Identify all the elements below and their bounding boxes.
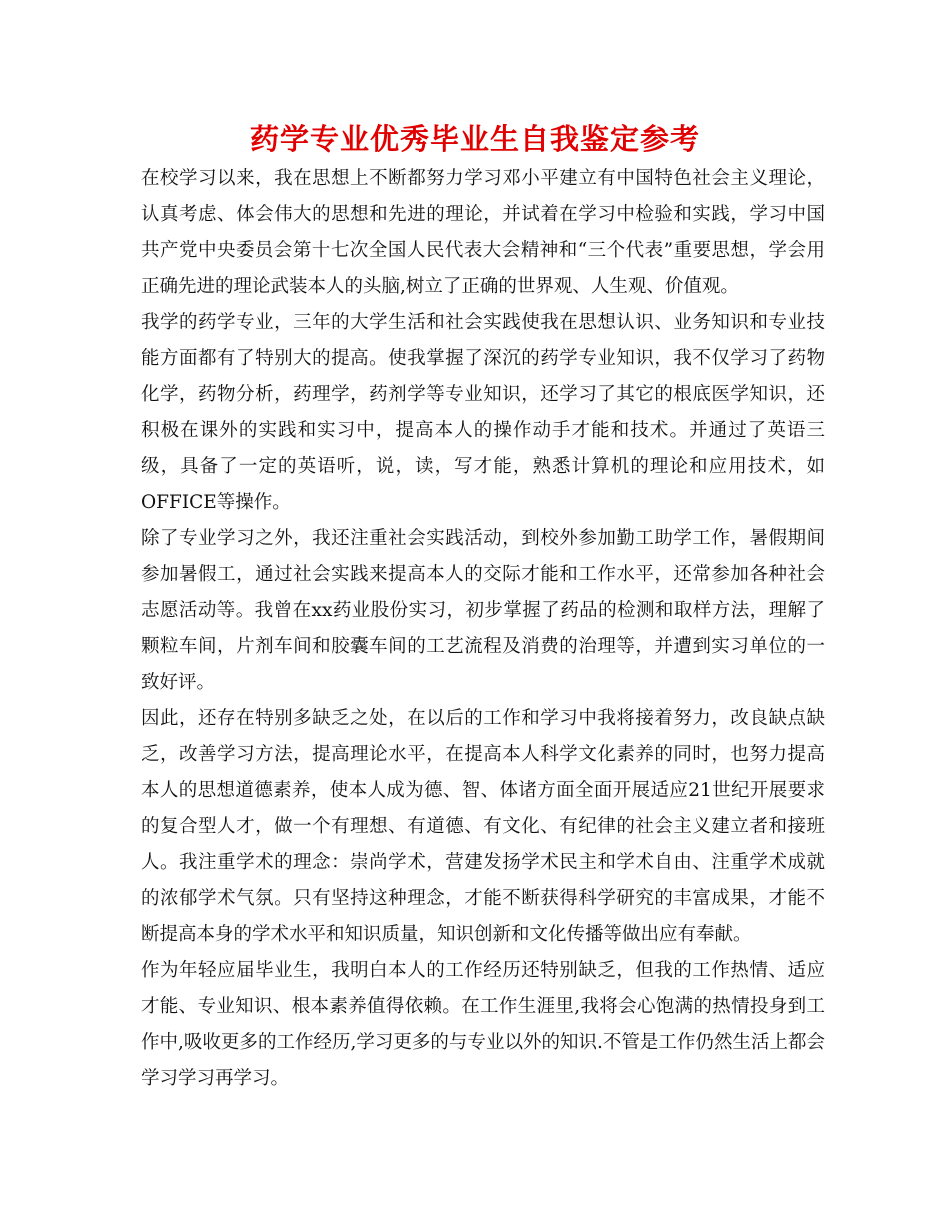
paragraph-2: 我学的药学专业，三年的大学生活和社会实践使我在思想认识、业务知识和专业技能方面都有了特别大的提高。使我掌握了深沉的药学专业知识，我不仅学习了药物化学，药物分析，药理学，药剂学等专业知识，还学习了其它的根底医学知识，还积极在课外的实践和实习中，提高本人的操作动手才能和技术。并通过了英语三级，具备了一定的英语听，说，读，写才能，熟悉计算机的理论和应用技术，如OFFICE等操作。	[141, 312, 825, 513]
document-body	[141, 161, 825, 1097]
paragraph-1: 在校学习以来，我在思想上不断都努力学习邓小平建立有中国特色社会主义理论，认真考虑、体会伟大的思想和先进的理论，并试着在学习中检验和实践，学习中国共产党中央委员会第十七次全国人民代表大会精神和“三个代表”重要思想，学会用正确先进的理论武装本人的头脑,树立了正确的世界观、人生观、价值观。	[141, 168, 825, 297]
paragraph-5: 作为年轻应届毕业生，我明白本人的工作经历还特别缺乏，但我的工作热情、适应才能、专业知识、根本素养值得依赖。在工作生涯里,我将会心饱满的热情投身到工作中,吸收更多的工作经历,学习更多的与专业以外的知识.不管是工作仍然生活上都会学习学习再学习。	[141, 960, 825, 1089]
document-title: 药学专业优秀毕业生自我鉴定参考	[249, 122, 700, 156]
paragraph-3: 除了专业学习之外，我还注重社会实践活动，到校外参加勤工助学工作，暑假期间参加暑假工，通过社会实践来提高本人的交际才能和工作水平，还常参加各种社会志愿活动等。我曾在xx药业股份实习，初步掌握了药品的检测和取样方法，理解了颗粒车间，片剂车间和胶囊车间的工艺流程及消费的治理等，并遭到实习单位的一致好评。	[141, 528, 825, 693]
paragraph-4: 因此，还存在特别多缺乏之处，在以后的工作和学习中我将接着努力，改良缺点缺乏，改善学习方法，提高理论水平，在提高本人科学文化素养的同时，也努力提高本人的思想道德素养，使本人成为德、智、体诸方面全面开展适应21世纪开展要求的复合型人才，做一个有理想、有道德、有文化、有纪律的社会主义建立者和接班人。我注重学术的理念：崇尚学术，营建发扬学术民主和学术自由、注重学术成就的浓郁学术气氛。只有坚持这种理念，才能不断获得科学研究的丰富成果，才能不断提高本身的学术水平和知识质量，知识创新和文化传播等做出应有奉献。	[141, 708, 825, 945]
